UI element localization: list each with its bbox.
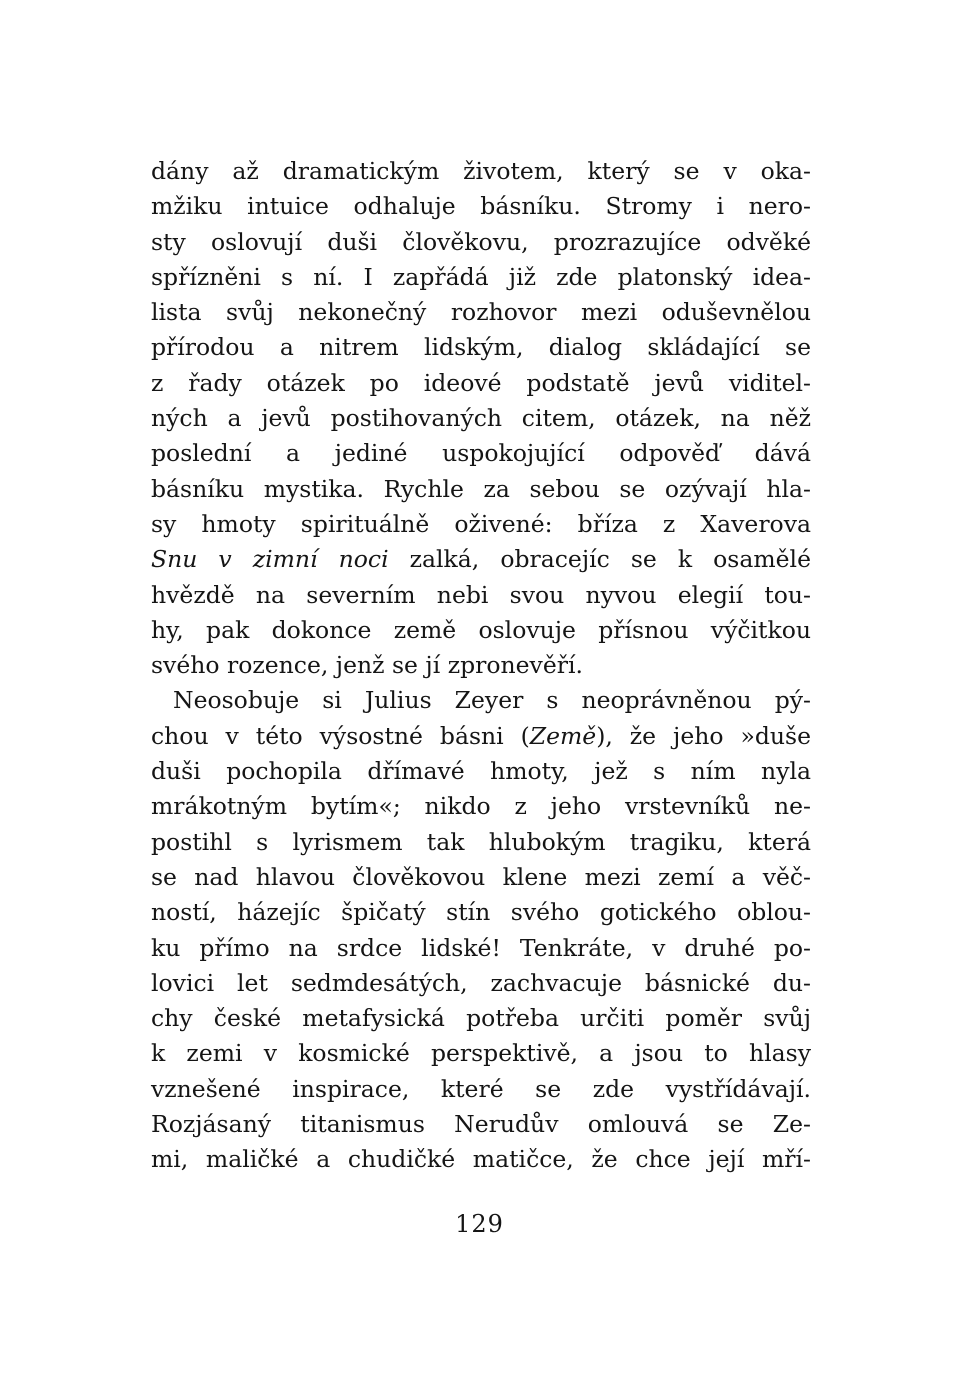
text-segment: chou v této výsostné básni (	[151, 721, 530, 750]
text-line: mi, maličké a chudičké matičce, že chce její mří-	[151, 1145, 811, 1174]
text-line: mrákotným bytím«; nikdo z jeho vrstevníků ne-	[151, 792, 811, 821]
text-line: chy české metafysická potřeba určiti poměr svůj	[151, 1004, 811, 1033]
text-segment: ), že jeho »duše	[596, 721, 811, 750]
text-line: vznešené inspirace, které se zde vystřídávají.	[151, 1074, 811, 1103]
text-line: ných a jevů postihovaných citem, otázek, na něž	[151, 404, 811, 433]
text-line: dány až dramatickým životem, který se v oka-	[151, 157, 811, 185]
text-line: sy hmoty spirituálně oživené: bříza z Xaverova	[151, 509, 811, 538]
paragraph-start-line: Neosobuje si Julius Zeyer s neoprávněnou pý-	[173, 686, 811, 715]
text-line: duši pochopila dřímavé hmoty, jež s ním nyla	[151, 757, 811, 786]
text-line: sty oslovují duši člověkovu, prozrazujíce odvěké	[151, 227, 811, 256]
text-line: přírodou a nitrem lidským, dialog skládající se	[151, 333, 811, 362]
text-line	[151, 719, 811, 754]
text-line	[151, 542, 811, 577]
text-line: poslední a jediné uspokojující odpověď dává	[151, 439, 811, 468]
text-segment: zalká, obracejíc se k osamělé	[388, 545, 811, 574]
poem-title-italic: Země	[529, 721, 597, 750]
text-line: postihl s lyrismem tak hlubokým tragiku, která	[151, 827, 811, 856]
book-title-italic: Snu v zimní noci	[151, 545, 389, 574]
text-line: lista svůj nekonečný rozhovor mezi oduševnělou	[151, 298, 811, 327]
text-line: Rozjásaný titanismus Nerudův omlouvá se Ze-	[151, 1110, 811, 1139]
text-line: básníku mystika. Rychle za sebou se ozývají hla-	[151, 474, 811, 503]
text-line: hvězdě na severním nebi svou nyvou elegií tou-	[151, 580, 811, 609]
text-line: spřízněni s ní. I zapřádá již zde platonský idea-	[151, 262, 811, 291]
text-line: k zemi v kosmické perspektivě, a jsou to hlasy	[151, 1039, 811, 1068]
text-line: ností, házejíc špičatý stín svého gotického oblou-	[151, 898, 811, 927]
text-line: svého rozence, jenž se jí zpronevěří.	[151, 651, 583, 680]
text-line: mžiku intuice odhaluje básníku. Stromy i nero-	[151, 192, 811, 221]
text-line: z řady otázek po ideové podstatě jevů viditel-	[151, 368, 811, 397]
text-line: lovici let sedmdesátých, zachvacuje básnické du-	[151, 968, 811, 997]
text-line: hy, pak dokonce země oslovuje přísnou výčitkou	[151, 615, 811, 644]
body-text	[151, 154, 811, 1178]
page-number: 129	[455, 1210, 504, 1238]
text-line: ku přímo na srdce lidské! Tenkráte, v druhé po-	[151, 933, 811, 962]
text-line: se nad hlavou člověkovou klene mezi zemí a věč-	[151, 862, 811, 891]
